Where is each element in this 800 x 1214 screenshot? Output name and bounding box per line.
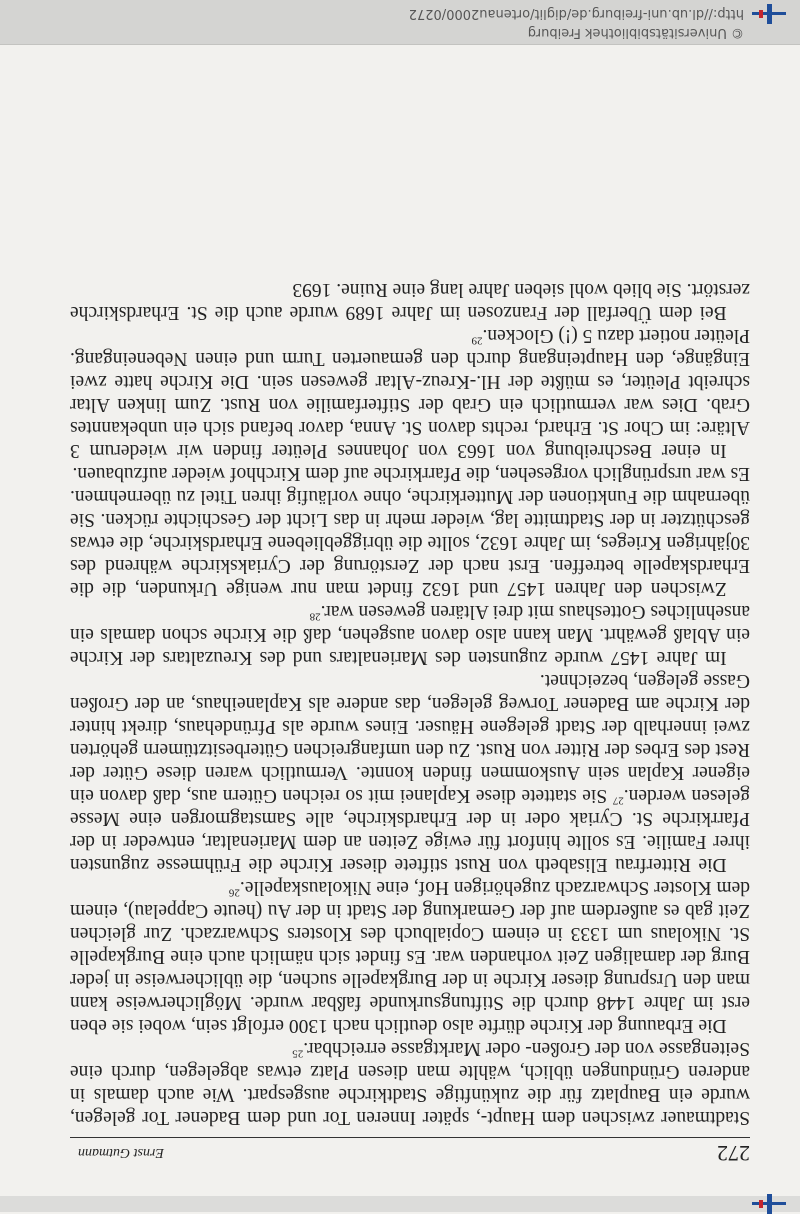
scanned-page xyxy=(70,70,750,1180)
source-url[interactable]: http://dl.ub.uni-freiburg.de/diglit/ortenau2000/0272 xyxy=(408,6,744,21)
paragraph: In einer Beschreibung von 1663 von Johannes Pleüter finden wir wiederum 3 Altäre: im Chor St. Erhard, rechts davon St. Anna, davor befand sich ein unbekanntes Grab. Dies war vermutlich ein Grab der Stifterfamilie von Rust. Zum linken Altar schreibt Pleüter, es müßte der Hl.-Kreuz-Altar gewesen sein. Die Kirche hatte zwei Eingänge, den Haupteingang durch den gemauerten Turm und einen Nebeneingang. Pleüter notiert dazu 5 (!) Glocken.$^{29}$ xyxy=(70,325,750,461)
page-header xyxy=(70,1137,750,1172)
footnote-ref: 26 xyxy=(228,886,240,899)
copyright-stamp: © Universitätsbibliothek Freiburg xyxy=(527,25,744,40)
running-head: Ernst Gutmann xyxy=(78,1145,164,1160)
viewer-stamp xyxy=(14,2,744,42)
body-text xyxy=(70,278,750,1129)
paragraph: Bei dem Überfall der Franzosen im Jahre 1689 wurde auch die St. Erhardskirche zerstört. Sie blieb wohl sieben Jahre lang eine Ruine. 1693 xyxy=(70,279,750,323)
paragraph: Die Erbauung der Kirche dürfte also deutlich nach 1300 erfolgt sein, wobei sie eben erst im Jahre 1448 durch die Stiftungsurkunde faßbar wurde. Möglicherweise kann man den Ursprung dieser Kirche in der Burgkapelle suchen, die üblicherweise in jeder Burg der damaligen Zeit vorhanden war. Es findet sich nämlich auch eine Burgkapelle St. Nikolaus um 1333 in einem Copialbuch des Klosters Schwarzach. Zur gleichen Zeit gab es außerdem auf der Gemarkung der Stadt in der Au (heute Cappelau), einem dem Kloster Schwarzach zugehörigen Hof, eine Nikolauskapelle.$^{26}$ xyxy=(70,877,750,1036)
footnote-ref: 28 xyxy=(309,610,321,623)
page-number: 272 xyxy=(717,1141,750,1166)
ub-logo-icon xyxy=(752,1194,786,1214)
paragraph: Im Jahre 1457 wurde zugunsten des Marienaltars und des Kreuzaltars der Kirche ein Ablaß gewährt. Man kann also davon ausgehen, daß die Kirche schon damals ein ansehnliches Gotteshaus mit drei Altären gewesen war.$^{28}$ xyxy=(70,601,750,668)
paragraph: Stadtmauer zwischen dem Haupt-, später Inneren Tor und dem Badener Tor gelegen, wurde ein Bauplatz für die zukünftige Stadtkirche ausgespart. Wie auch damals in anderen Gründungen üblich, wählte man diesen Platz etwas abgelegen, durch eine Seitengasse von der Großen- oder Marktgasse erreichbar.$^{25}$ xyxy=(70,1038,750,1128)
paragraph: Die Ritterfrau Elisabeth von Rust stiftete dieser Kirche die Frühmesse zugunsten ihrer Familie. Es sollte hinfort für ewige Zeiten an dem Marienaltar, entweder in der Pfarrkirche St. Cyriak oder in der Erhardskirche, alle Samstagmorgen eine Messe gelesen werden.$^{27}$ Sie stattete diese Kaplanei mit so reichen Gütern aus, daß davon ein eigener Kaplan sein Auskommen finden konnte. Vermutlich waren diese Güter der Rest des Erbes der Ritter von Rust. Zu den umfangreichen Güterbesitztümern gehörten zwei innerhalb der Stadt gelegene Häuser. Eines wurde als Pfründehaus, direkt hinter der Kirche am Badener Torweg gelegen, das andere als Kaplaneihaus, an der Großen Gasse gelegen, bezeichnet. xyxy=(70,670,750,875)
footnote-ref: 27 xyxy=(612,794,624,807)
viewer-top-bar xyxy=(0,0,800,45)
footnote-ref: 25 xyxy=(292,1047,304,1060)
footnote-ref: 29 xyxy=(471,334,483,347)
viewer-bottom-bar xyxy=(0,1196,800,1212)
paragraph: Zwischen den Jahren 1457 und 1632 findet man nur wenige Urkunden, die die Erhardskapelle betreffen. Erst nach der Zerstörung der Cyriakskirche während des 30jährigen Krieges, im Jahre 1632, sollte die übriggebliebene Erhardskirche, die etwas geschützter in der Stadtmitte lag, wieder mehr in das Licht der Geschichte rücken. Sie übernahm die Funktionen der Mutterkirche, ohne vorläufig ihren Titel zu übernehmen. Es war ursprünglich vorgesehen, die Pfarrkirche auf dem Kirchhof wieder aufzubauen. xyxy=(70,463,750,599)
ub-logo-icon xyxy=(752,4,786,24)
